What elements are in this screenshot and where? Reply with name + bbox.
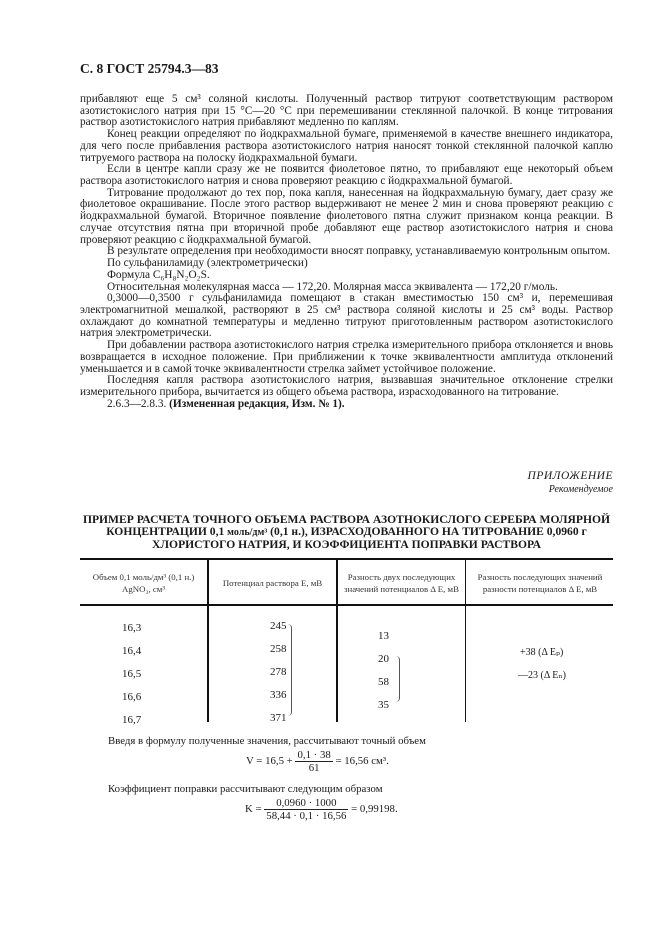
title-part: КОНЦЕНТРАЦИИ 0,1: [106, 525, 228, 539]
fraction: [295, 749, 332, 774]
potential-cell: 371: [270, 712, 287, 724]
page-header: С. 8 ГОСТ 25794.3—83: [80, 61, 219, 76]
coefficient-formula: [245, 797, 398, 822]
appendix-status: Рекомендуемое: [548, 484, 613, 495]
title-line: ПРИМЕР РАСЧЕТА ТОЧНОГО ОБЪЕМА РАСТВОРА АЗОТНОКИСЛОГО СЕРЕБРА МОЛЯРНОЙ: [82, 513, 611, 526]
titration-table: [80, 558, 613, 726]
paragraph: Титрование продолжают до тех пор, пока капля, нанесенная на йодкрахмальную бумагу, дает сразу же фиолетовое окрашивание. После этого раствор выдерживают не менее 2 мин и снова проверяют реакцию с йодкрахмальной бумагой. Вторичное появление фиолетового пятна служит признаком конца реакции. В случае отсутствия пятна при вторичной пробе добавляют еще раствор азотистокислого натрия и снова проверяют реакцию с йодкрахмальной бумагой.: [80, 186, 613, 246]
amend-note: (Измененная редакция, Изм. № 1).: [169, 397, 345, 410]
col-header-potential: Потенциал раствора E, мВ: [222, 578, 323, 588]
column-divider: [465, 558, 466, 722]
title-unit: моль/дм³: [227, 527, 268, 539]
second-diff-cell: —23 (Δ Eₙ): [518, 670, 566, 681]
diff-cell: 13: [378, 630, 389, 642]
potential-cell: 245: [270, 620, 287, 632]
table-top-rule: [80, 558, 613, 560]
formula-rhs: = 16,56 см³.: [335, 754, 389, 767]
formula-rhs: = 0,99198.: [351, 802, 398, 815]
paragraph: Формула C₆H₈N₂O₂S.: [107, 268, 210, 281]
volume-formula: [246, 749, 389, 774]
col-header-volume: Объем 0,1 моль/дм³ (0,1 н.) AgNO₃, см³: [92, 572, 195, 594]
volume-intro: Введя в формулу полученные значения, рассчитывают точный объем: [108, 735, 426, 747]
paragraph: прибавляют еще 5 см³ соляной кислоты. Полученный раствор титруют соответствующим раствором азотистокислого натрия при 15 °С—20 °С при перемешивании стеклянной палочкой. В конце титрования раствор азотистокислого натрия прибавляют медленно по каплям.: [80, 93, 613, 129]
brace-mark: [288, 624, 292, 716]
fraction: [264, 797, 348, 822]
paragraph: Последняя капля раствора азотистокислого натрия, вызвавшая значительное отклонение стрелки измерительного прибора, вычитается из общего объема раствора, израсходованного на титрование.: [80, 374, 613, 398]
paragraph: Относительная молекулярная масса — 172,20. Молярная масса эквивалента — 172,20 г/моль.: [107, 280, 558, 293]
amendment-line: [80, 399, 613, 411]
formula-lhs: V = 16,5 +: [246, 754, 293, 767]
diff-cell: 20: [378, 653, 389, 665]
formula-lhs: K =: [245, 802, 262, 815]
diff-cell: 35: [378, 699, 389, 711]
volume-cell: 16,4: [122, 645, 142, 657]
paragraph: В результате определения при необходимости вносят поправку, устанавливаемую контрольным опытом.: [107, 245, 611, 258]
volume-cell: 16,6: [122, 691, 142, 703]
col-header-diff: Разность двух последующих значений потенциалов Δ E, мВ: [344, 572, 459, 594]
coefficient-intro: Коэффициент поправки рассчитывают следующим образом: [108, 783, 383, 795]
numerator: 0,0960 · 1000: [264, 797, 348, 810]
denominator: 61: [308, 762, 320, 774]
body-text: [80, 94, 613, 410]
denominator: 58,44 · 0,1 · 16,56: [266, 810, 347, 822]
second-diff-cell: +38 (Δ Eₚ): [520, 647, 564, 658]
numerator: 0,1 · 38: [297, 749, 331, 761]
volume-cell: 16,5: [122, 668, 142, 680]
diff-cell: 58: [378, 676, 389, 688]
volume-cell: 16,7: [122, 714, 142, 726]
section-title: [80, 514, 613, 552]
paragraph: При добавлении раствора азотистокислого натрия стрелка измерительного прибора отклоняется и вновь возвращается в исходное положение. При приближении к точке эквивалентности амплитуда отклонений уменьшается и в самой точке эквивалентности стрелка займет устойчивое положение.: [80, 339, 613, 375]
paragraph: 0,3000—0,3500 г сульфаниламида помещают в стакан вместимостью 150 см³ и, перемешивая электромагнитной мешалкой, растворяют в 25 см³ раствора соляной кислоты и 25 см³ воды. Раствор охлаждают до комнатной температуры и медленно титруют приготовленным раствором азотистокислого натрия электрометрически.: [80, 292, 613, 340]
title-line: ХЛОРИСТОГО НАТРИЯ, И КОЭФФИЦИЕНТА ПОПРАВКИ РАСТВОРА: [152, 538, 541, 552]
volume-cell: 16,3: [122, 622, 142, 634]
appendix-title: ПРИЛОЖЕНИЕ: [527, 470, 613, 482]
potential-cell: 278: [270, 666, 287, 678]
potential-cell: 258: [270, 643, 287, 655]
appendix-label: [528, 470, 613, 496]
amend-ref: 2.6.3—2.8.3.: [107, 397, 167, 410]
paragraph: Конец реакции определяют по йодкрахмальной бумаге, применяемой в качестве внешнего индикатора, для чего после прибавления раствора азотистокислого натрия наносят тонкой стеклянной палочкой каплю титруемого раствора на полоску йодкрахмальной бумаги.: [80, 128, 613, 164]
brace-mark: [396, 656, 400, 702]
paragraph: Если в центре капли сразу же не появится фиолетовое пятно, то прибавляют еще некоторый объем раствора азотистокислого натрия и снова проверяют реакцию с йодкрахмальной бумагой.: [80, 163, 613, 188]
table-header-rule: [80, 604, 613, 606]
paragraph: По сульфаниламиду (электрометрически): [107, 257, 308, 270]
potential-cell: 336: [270, 689, 287, 701]
title-part: (0,1 н.), ИЗРАСХОДОВАННОГО НА ТИТРОВАНИЕ 0,0960 г: [267, 525, 587, 539]
col-header-second-diff: Разность последующих значений разности потенциалов Δ E, мВ: [477, 572, 603, 594]
